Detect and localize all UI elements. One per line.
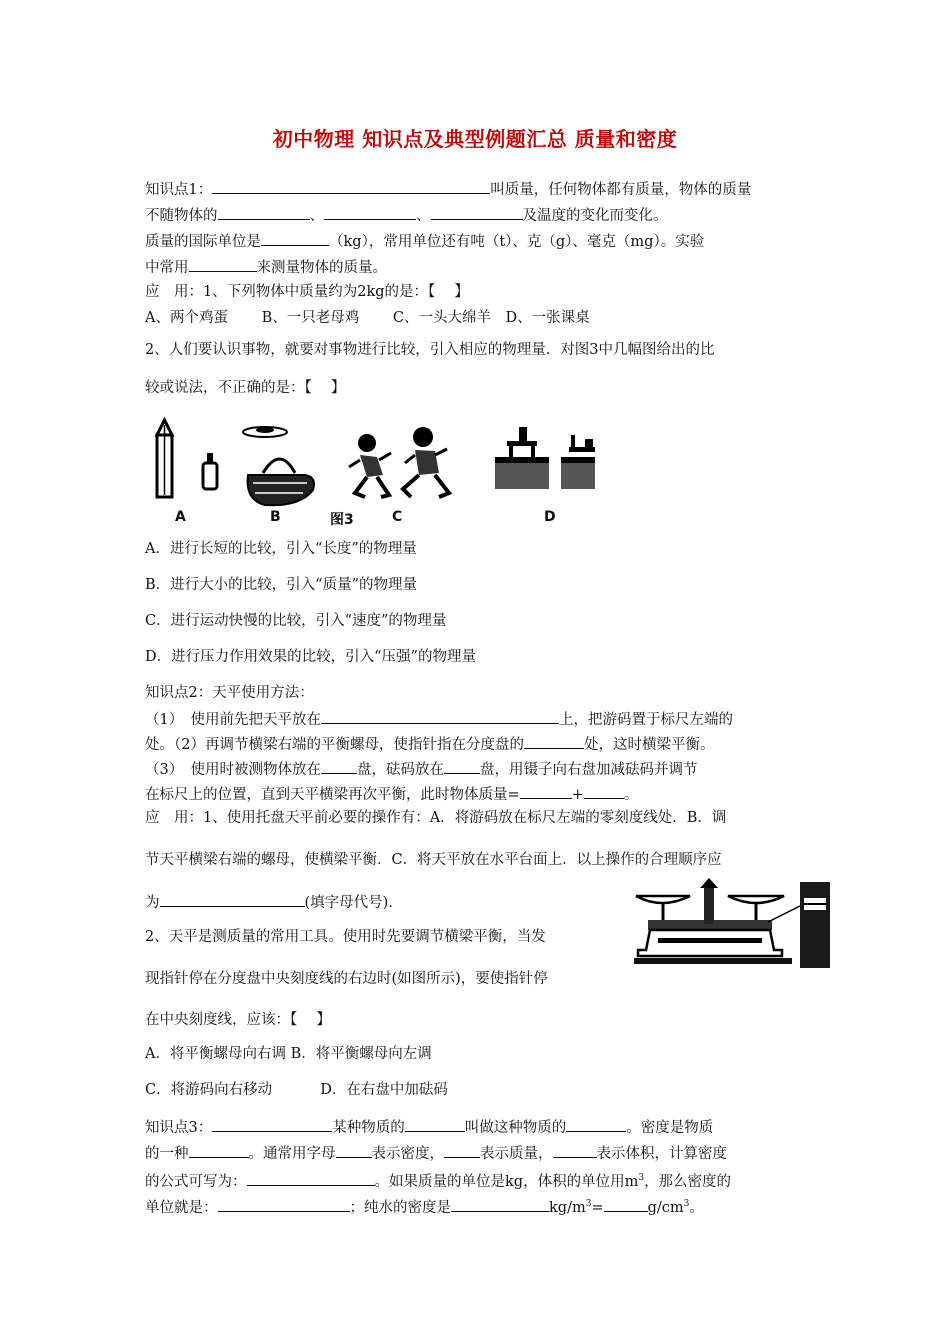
text: 为 (145, 895, 160, 911)
k1-line-1 (145, 178, 751, 200)
blank (189, 256, 257, 272)
blank (321, 708, 559, 724)
text: 不随物体的 (145, 208, 218, 224)
blank (584, 783, 624, 799)
blank (218, 204, 310, 220)
text: + (571, 787, 584, 803)
text: 表示质量， (480, 1146, 553, 1162)
blank (324, 204, 416, 220)
blank (451, 1196, 549, 1212)
k3-line-3 (145, 1168, 731, 1192)
figure-label-c: C (392, 509, 403, 525)
text: ；纯水的密度是 (349, 1199, 451, 1216)
blank (431, 204, 523, 220)
app2-q2-line-1: 2、天平是测质量的常用工具。使用时先要调节横梁平衡，当发 (145, 929, 546, 945)
app2-q1-line-2: 节天平横梁右端的螺母，使横梁平衡．C．将天平放在水平台面上．以上操作的合理顺序应 (145, 852, 722, 868)
app2-option-ab: A．将平衡螺母向右调 B．将平衡螺母向左调 (145, 1046, 432, 1062)
k2-line-1 (145, 708, 733, 730)
text: 。如果质量的单位是kg，体积的单位用m (374, 1173, 639, 1190)
app2-q1-line-1: 应 用：1、使用托盘天平前必要的操作有：A．将游码放在标尺左端的零刻度线处．B．调 (145, 810, 727, 826)
k3-line-4 (145, 1194, 704, 1218)
text: 的一种 (145, 1146, 189, 1162)
text: 。 (689, 1199, 704, 1216)
text: 。 (623, 787, 639, 803)
text: ，那么密度的 (644, 1173, 732, 1190)
text: 某种物质的 (332, 1120, 405, 1136)
blank (524, 733, 584, 749)
blank (566, 1116, 626, 1132)
blank (189, 1142, 249, 1158)
blank (444, 1142, 480, 1158)
text: 、 (416, 208, 431, 224)
option-b: B．进行大小的比较，引入“质量”的物理量 (145, 577, 417, 593)
superscript: 3 (585, 1199, 592, 1209)
text: 及温度的变化而变化。 (522, 208, 668, 224)
app1-q2-line-2: 较或说法，不正确的是：【 】 (145, 380, 346, 396)
k3-line-1 (145, 1116, 713, 1138)
figure-caption: 图3 (330, 512, 354, 528)
blank (160, 891, 305, 907)
k1-line-3 (145, 230, 704, 252)
k3-line-2 (145, 1142, 727, 1164)
blank (218, 1196, 350, 1212)
superscript: 3 (683, 1199, 690, 1209)
text: 表示体积，计算密度 (596, 1146, 727, 1162)
text: 。通常用字母 (248, 1146, 336, 1162)
text: 表示密度， (371, 1146, 444, 1162)
blank (520, 783, 572, 799)
text: 叫质量，任何物体都有质量，物体的质量 (490, 182, 752, 198)
text: 来测量物体的质量。 (256, 260, 387, 276)
balance-scale-icon (634, 878, 830, 968)
app1-q1-options: A、两个鸡蛋 B、一只老母鸡 C、一头大绵羊 D、一张课桌 (145, 310, 590, 326)
page-title: 初中物理 知识点及典型例题汇总 质量和密度 (272, 127, 678, 151)
blank (405, 1116, 465, 1132)
text: 。密度是物质 (626, 1120, 714, 1136)
app1-q2-line-1: 2、人们要认识事物，就要对事物进行比较，引入相应的物理量．对图3中几幅图给出的比 (145, 342, 715, 358)
figure-label-a: A (175, 509, 186, 525)
plate-basket-icon (243, 427, 314, 505)
text: （3） 使用时被测物体放在 (145, 762, 321, 778)
text: （kg），常用单位还有吨（t）、克（g）、毫克（mg）。实验 (329, 234, 705, 250)
pencil-bottle-icon (157, 420, 217, 497)
text: 质量的国际单位是 (145, 234, 261, 250)
text: (填字母代号)． (304, 895, 403, 911)
k2-heading: 知识点2：天平使用方法： (145, 685, 314, 701)
k2-line-3 (145, 758, 697, 780)
text: 盘，用镊子向右盘加减砝码并调节 (479, 762, 698, 778)
figure-label-b: B (270, 509, 281, 525)
text: 的公式可写为： (145, 1173, 247, 1190)
figure-3-illustration (145, 415, 595, 530)
app1-q1: 应 用：1、下列物体中质量约为2kg的是：【 】 (145, 284, 469, 300)
blank (444, 758, 480, 774)
balance-scale-illustration (628, 876, 830, 968)
app2-q2-line-2: 现指针停在分度盘中央刻度线的右边时(如图所示)，要使指针停 (145, 971, 548, 987)
option-a: A．进行长短的比较，引入“长度”的物理量 (145, 541, 417, 557)
figure-label-d: D (544, 509, 556, 525)
app2-q1-line-3 (145, 891, 403, 913)
k1-label: 知识点1： (145, 182, 213, 198)
text: 知识点3： (145, 1120, 213, 1136)
option-d: D．进行压力作用效果的比较，引入“压强”的物理量 (145, 649, 476, 665)
text: 盘，砝码放在 (356, 762, 444, 778)
text: 处，这时横梁平衡。 (583, 737, 715, 753)
superscript: 3 (638, 1173, 645, 1183)
k1-line-2 (145, 204, 668, 226)
text: = (591, 1199, 604, 1216)
blank (336, 1142, 372, 1158)
text: 在标尺上的位置，直到天平横梁再次平衡，此时物体质量= (145, 787, 520, 803)
text: 中常用 (145, 260, 189, 276)
app2-q2-line-3: 在中央刻度线，应该：【 】 (145, 1012, 331, 1028)
blank (261, 230, 329, 246)
k2-line-2 (145, 733, 714, 755)
text: kg/m (549, 1199, 586, 1216)
text: 叫做这种物质的 (464, 1120, 567, 1136)
k2-line-4 (145, 783, 638, 805)
text: 、 (309, 208, 324, 224)
k1-line-4 (145, 256, 387, 278)
text: 上，把游码置于标尺左端的 (558, 712, 733, 728)
blank (212, 178, 490, 194)
runners-icon (349, 427, 449, 497)
text: g/cm (647, 1199, 684, 1216)
blank (212, 1116, 332, 1132)
app2-option-cd: C．将游码向右移动 D．在右盘中加砝码 (145, 1082, 448, 1098)
text: （1） 使用前先把天平放在 (145, 712, 321, 728)
blank (604, 1196, 648, 1212)
text: 单位就是： (145, 1199, 218, 1216)
blank (247, 1170, 375, 1186)
text: 处。（2）再调节横梁右端的平衡螺母，使指针指在分度盘的 (145, 737, 524, 753)
option-c: C．进行运动快慢的比较，引入“速度”的物理量 (145, 613, 447, 629)
blank (321, 758, 357, 774)
tables-on-sand-icon (495, 427, 595, 489)
blank (553, 1142, 597, 1158)
